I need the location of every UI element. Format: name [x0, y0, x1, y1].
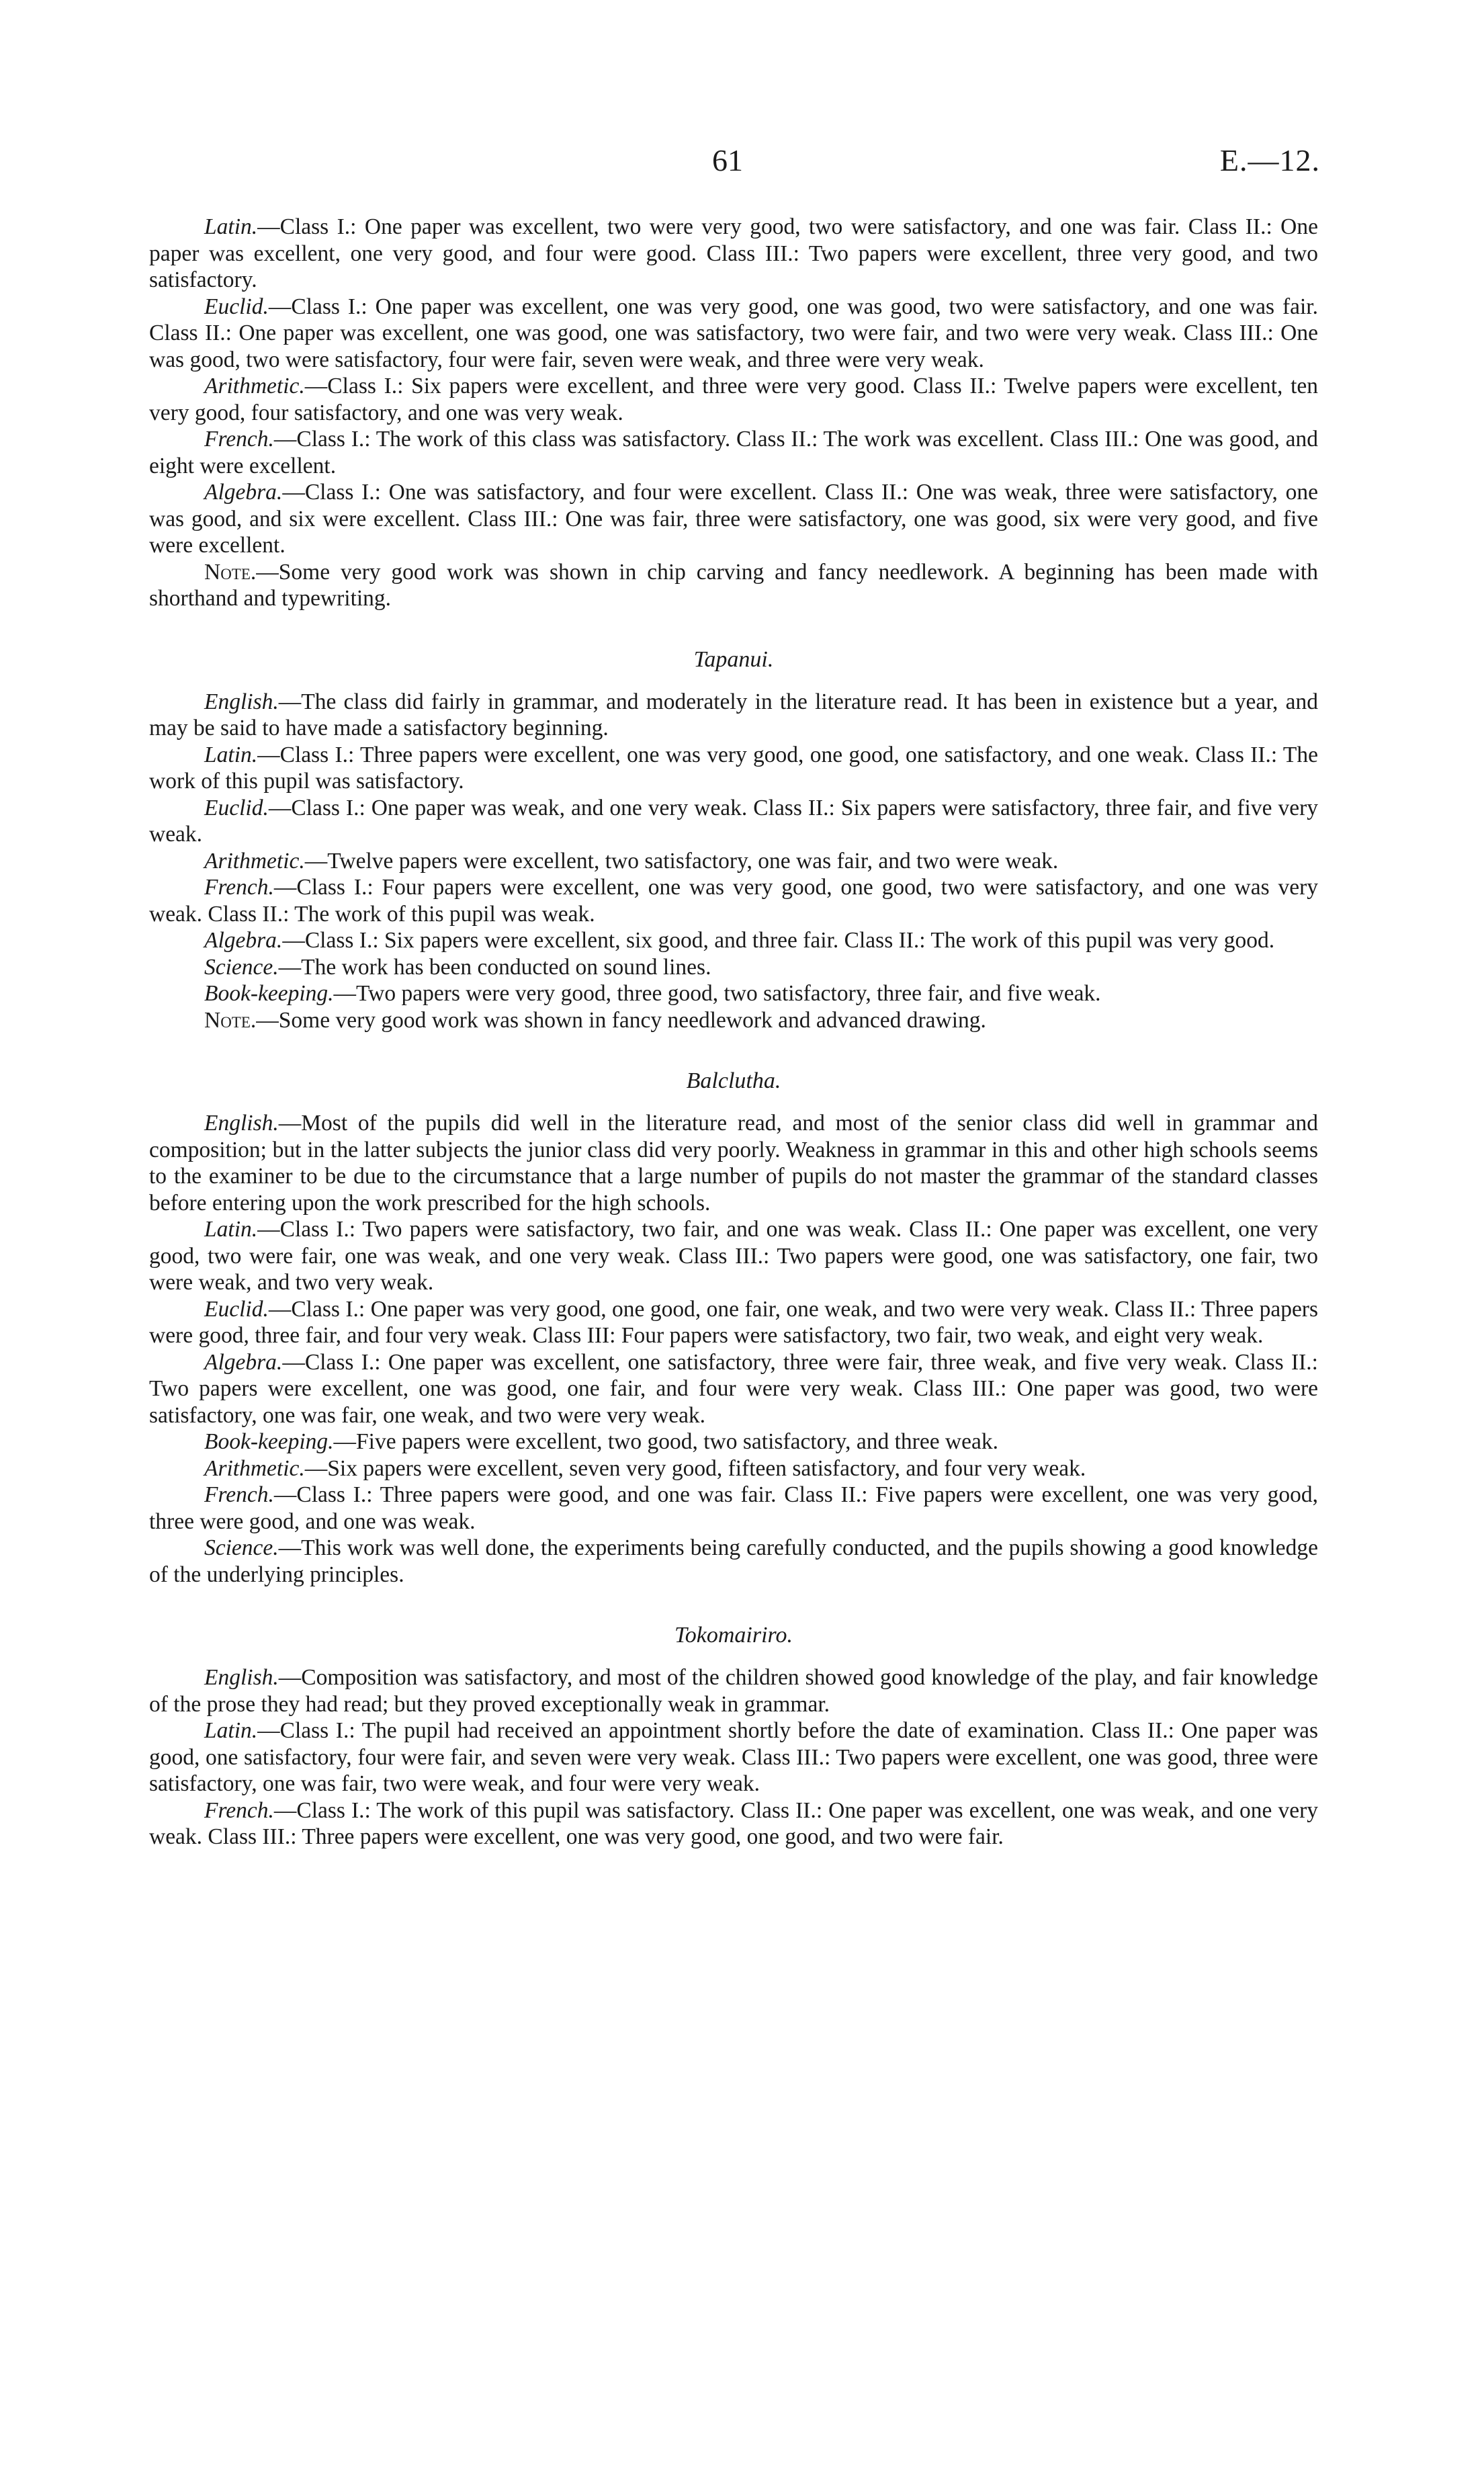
- subject-label: Euclid.: [204, 1296, 269, 1322]
- report-paragraph: [149, 874, 1318, 927]
- subject-label: Latin.: [204, 214, 258, 239]
- paragraph-text: —Class I.: One paper was very good, one good, one fair, one weak, and two were very weak. Class II.: Three papers were good, three fair, and four very weak. Class III: Four papers were satisfactory, two fair, two weak, and eight very weak.: [149, 1296, 1318, 1348]
- section-tokomairiro: [149, 1623, 1318, 1850]
- report-paragraph: [149, 1429, 1318, 1455]
- report-paragraph: [149, 954, 1318, 981]
- report-paragraph: [149, 1349, 1318, 1429]
- note-label: Note.: [204, 559, 257, 585]
- report-paragraph: [149, 848, 1318, 875]
- paragraph-text: —Class I.: The work of this class was satisfactory. Class II.: The work was excellent. Class III.: One was good, and eight were excellent.: [149, 427, 1318, 478]
- paragraph-text: —Class I.: One paper was excellent, one was very good, one was good, two were satisfactory, and one was fair. Class II.: One paper was excellent, one was good, one was satisfactory, two were fair, and two were very weak. Class III.: One was good, two were satisfactory, four were fair, seven were weak, and three were very weak.: [149, 294, 1318, 372]
- paragraph-text: —Some very good work was shown in chip carving and fancy needlework. A beginning has been made with shorthand and typewriting.: [149, 559, 1318, 611]
- report-paragraph: [149, 1110, 1318, 1216]
- paragraph-text: —Composition was satisfactory, and most of the children showed good knowledge of the play, and fair knowledge of the prose they had read; but they proved exceptionally weak in grammar.: [149, 1665, 1318, 1717]
- subject-label: French.: [204, 1482, 274, 1507]
- subject-label: English.: [204, 1111, 279, 1136]
- paragraph-text: —The class did fairly in grammar, and moderately in the literature read. It has been in existence but a year, and may be said to have made a satisfactory beginning.: [149, 689, 1318, 740]
- subject-label: English.: [204, 689, 279, 714]
- report-paragraph: [149, 1535, 1318, 1588]
- section-balclutha: [149, 1068, 1318, 1588]
- report-paragraph: [149, 1216, 1318, 1296]
- subject-label: Latin.: [204, 1718, 258, 1743]
- paragraph-text: —Twelve papers were excellent, two satisfactory, one was fair, and two were weak.: [304, 848, 1059, 874]
- report-paragraph: [149, 742, 1318, 795]
- paragraph-text: —Some very good work was shown in fancy needlework and advanced drawing.: [256, 1007, 986, 1033]
- report-paragraph: [149, 980, 1318, 1007]
- report-paragraph: [149, 1717, 1318, 1797]
- report-paragraph: [149, 1296, 1318, 1349]
- paragraph-text: —Class I.: One paper was excellent, two were very good, two were satisfactory, and one was fair. Class II.: One paper was excellent, one very good, and four were good. Class III.: Two papers were excellent, three very good, and two satisfactory.: [149, 214, 1318, 292]
- paragraph-text: —Class I.: Two papers were satisfactory, two fair, and one was weak. Class II.: One paper was excellent, one very good, two were fair, one was weak, and one very weak. Class III.: Two papers were good, one was satisfactory, one fair, two were weak, and two very weak.: [149, 1217, 1318, 1295]
- subject-label: Latin.: [204, 1217, 258, 1242]
- paragraph-text: —Class I.: One was satisfactory, and four were excellent. Class II.: One was weak, three were satisfactory, one was good, and six were excellent. Class III.: One was fair, three were satisfactory, one was good, six were very good, and five were excellent.: [149, 480, 1318, 558]
- subject-label: French.: [204, 427, 274, 452]
- paragraph-text: —Five papers were excellent, two good, two satisfactory, and three weak.: [333, 1429, 998, 1454]
- page-number: 61: [712, 143, 743, 177]
- paragraph-text: —The work has been conducted on sound lines.: [278, 954, 711, 980]
- report-paragraph: [149, 214, 1318, 294]
- paragraph-text: —Class I.: Four papers were excellent, one was very good, one good, two were satisfactory, and one was very weak. Class II.: The work of this pupil was weak.: [149, 875, 1318, 927]
- subject-label: Algebra.: [204, 1349, 283, 1375]
- report-paragraph: [149, 1455, 1318, 1482]
- report-paragraph: [149, 479, 1318, 559]
- paragraph-text: —This work was well done, the experiments being carefully conducted, and the pupils showing a good knowledge of the underlying principles.: [149, 1535, 1318, 1587]
- paragraph-text: —Class I.: Three papers were good, and one was fair. Class II.: Five papers were excellent, one was very good, three were good, and one was weak.: [149, 1482, 1318, 1534]
- subject-label: Arithmetic.: [204, 848, 305, 874]
- note-paragraph: [149, 559, 1318, 612]
- subject-label: Book-keeping.: [204, 1429, 334, 1454]
- paragraph-text: —Class I.: Three papers were excellent, one was very good, one good, one satisfactory, and one weak. Class II.: The work of this pupil was satisfactory.: [149, 742, 1318, 794]
- paragraph-text: —Class I.: Six papers were excellent, and three were very good. Class II.: Twelve papers were excellent, ten very good, four satisfactory, and one was very weak.: [149, 374, 1318, 425]
- subject-label: Euclid.: [204, 795, 269, 820]
- report-paragraph: [149, 927, 1318, 954]
- report-paragraph: [149, 1664, 1318, 1717]
- section-heading: Tapanui.: [693, 646, 774, 672]
- report-paragraph: [149, 795, 1318, 848]
- intro-block: [149, 214, 1318, 612]
- subject-label: French.: [204, 875, 274, 900]
- note-paragraph: [149, 1007, 1318, 1034]
- section-heading: Balclutha.: [686, 1068, 781, 1093]
- subject-label: Latin.: [204, 742, 258, 767]
- report-paragraph: [149, 294, 1318, 374]
- paragraph-text: —Class I.: One paper was weak, and one very weak. Class II.: Six papers were satisfactory, three fair, and five very weak.: [149, 795, 1318, 847]
- subject-label: English.: [204, 1665, 279, 1690]
- paragraph-text: —Class I.: The work of this pupil was satisfactory. Class II.: One paper was excellent, one was weak, and one very weak. Class III.: Three papers were excellent, one was very good, one good, and two were fair.: [149, 1797, 1318, 1849]
- subject-label: Arithmetic.: [204, 374, 305, 398]
- subject-label: Arithmetic.: [204, 1455, 305, 1481]
- section-heading: Tokomairiro.: [674, 1623, 793, 1648]
- paragraph-text: —Six papers were excellent, seven very good, fifteen satisfactory, and four very weak.: [304, 1455, 1086, 1481]
- subject-label: French.: [204, 1797, 274, 1823]
- paragraph-text: —Most of the pupils did well in the literature read, and most of the senior class did well in grammar and composition; but in the latter subjects the junior class did very poorly. Weakness in grammar in this and other high schools seems to the examiner to be due to the circumstance that a large number of pupils do not master the grammar of the standard classes before entering upon the work prescribed for the high schools.: [149, 1111, 1318, 1216]
- report-paragraph: [149, 1797, 1318, 1850]
- paragraph-text: —Class I.: Six papers were excellent, six good, and three fair. Class II.: The work of this pupil was very good.: [282, 928, 1275, 953]
- document-reference: E.—12.: [1219, 143, 1320, 177]
- subject-label: Algebra.: [204, 480, 283, 505]
- section-tapanui: [149, 647, 1318, 1034]
- report-paragraph: [149, 1482, 1318, 1535]
- subject-label: Science.: [204, 1535, 279, 1560]
- subject-label: Science.: [204, 954, 279, 980]
- report-paragraph: [149, 373, 1318, 426]
- subject-label: Algebra.: [204, 928, 283, 953]
- paragraph-text: —Class I.: One paper was excellent, one satisfactory, three were fair, three weak, and five very weak. Class II.: Two papers were excellent, one was good, one fair, and four were very weak. Class III.: One paper was good, two were satisfactory, one was fair, one weak, and two were very weak.: [149, 1349, 1318, 1428]
- subject-label: Book-keeping.: [204, 981, 334, 1006]
- paragraph-text: —Two papers were very good, three good, two satisfactory, three fair, and five weak.: [333, 981, 1101, 1006]
- subject-label: Euclid.: [204, 294, 269, 319]
- note-label: Note.: [204, 1007, 257, 1033]
- page-body: [149, 214, 1318, 1850]
- report-paragraph: [149, 426, 1318, 479]
- paragraph-text: —Class I.: The pupil had received an appointment shortly before the date of examination. Class II.: One paper was good, one satisfactory, four were fair, and seven were very weak. Class III.: Two papers were excellent, one was good, three were satisfactory, one was fair, two were weak, and four were very weak.: [149, 1718, 1318, 1796]
- report-paragraph: [149, 689, 1318, 742]
